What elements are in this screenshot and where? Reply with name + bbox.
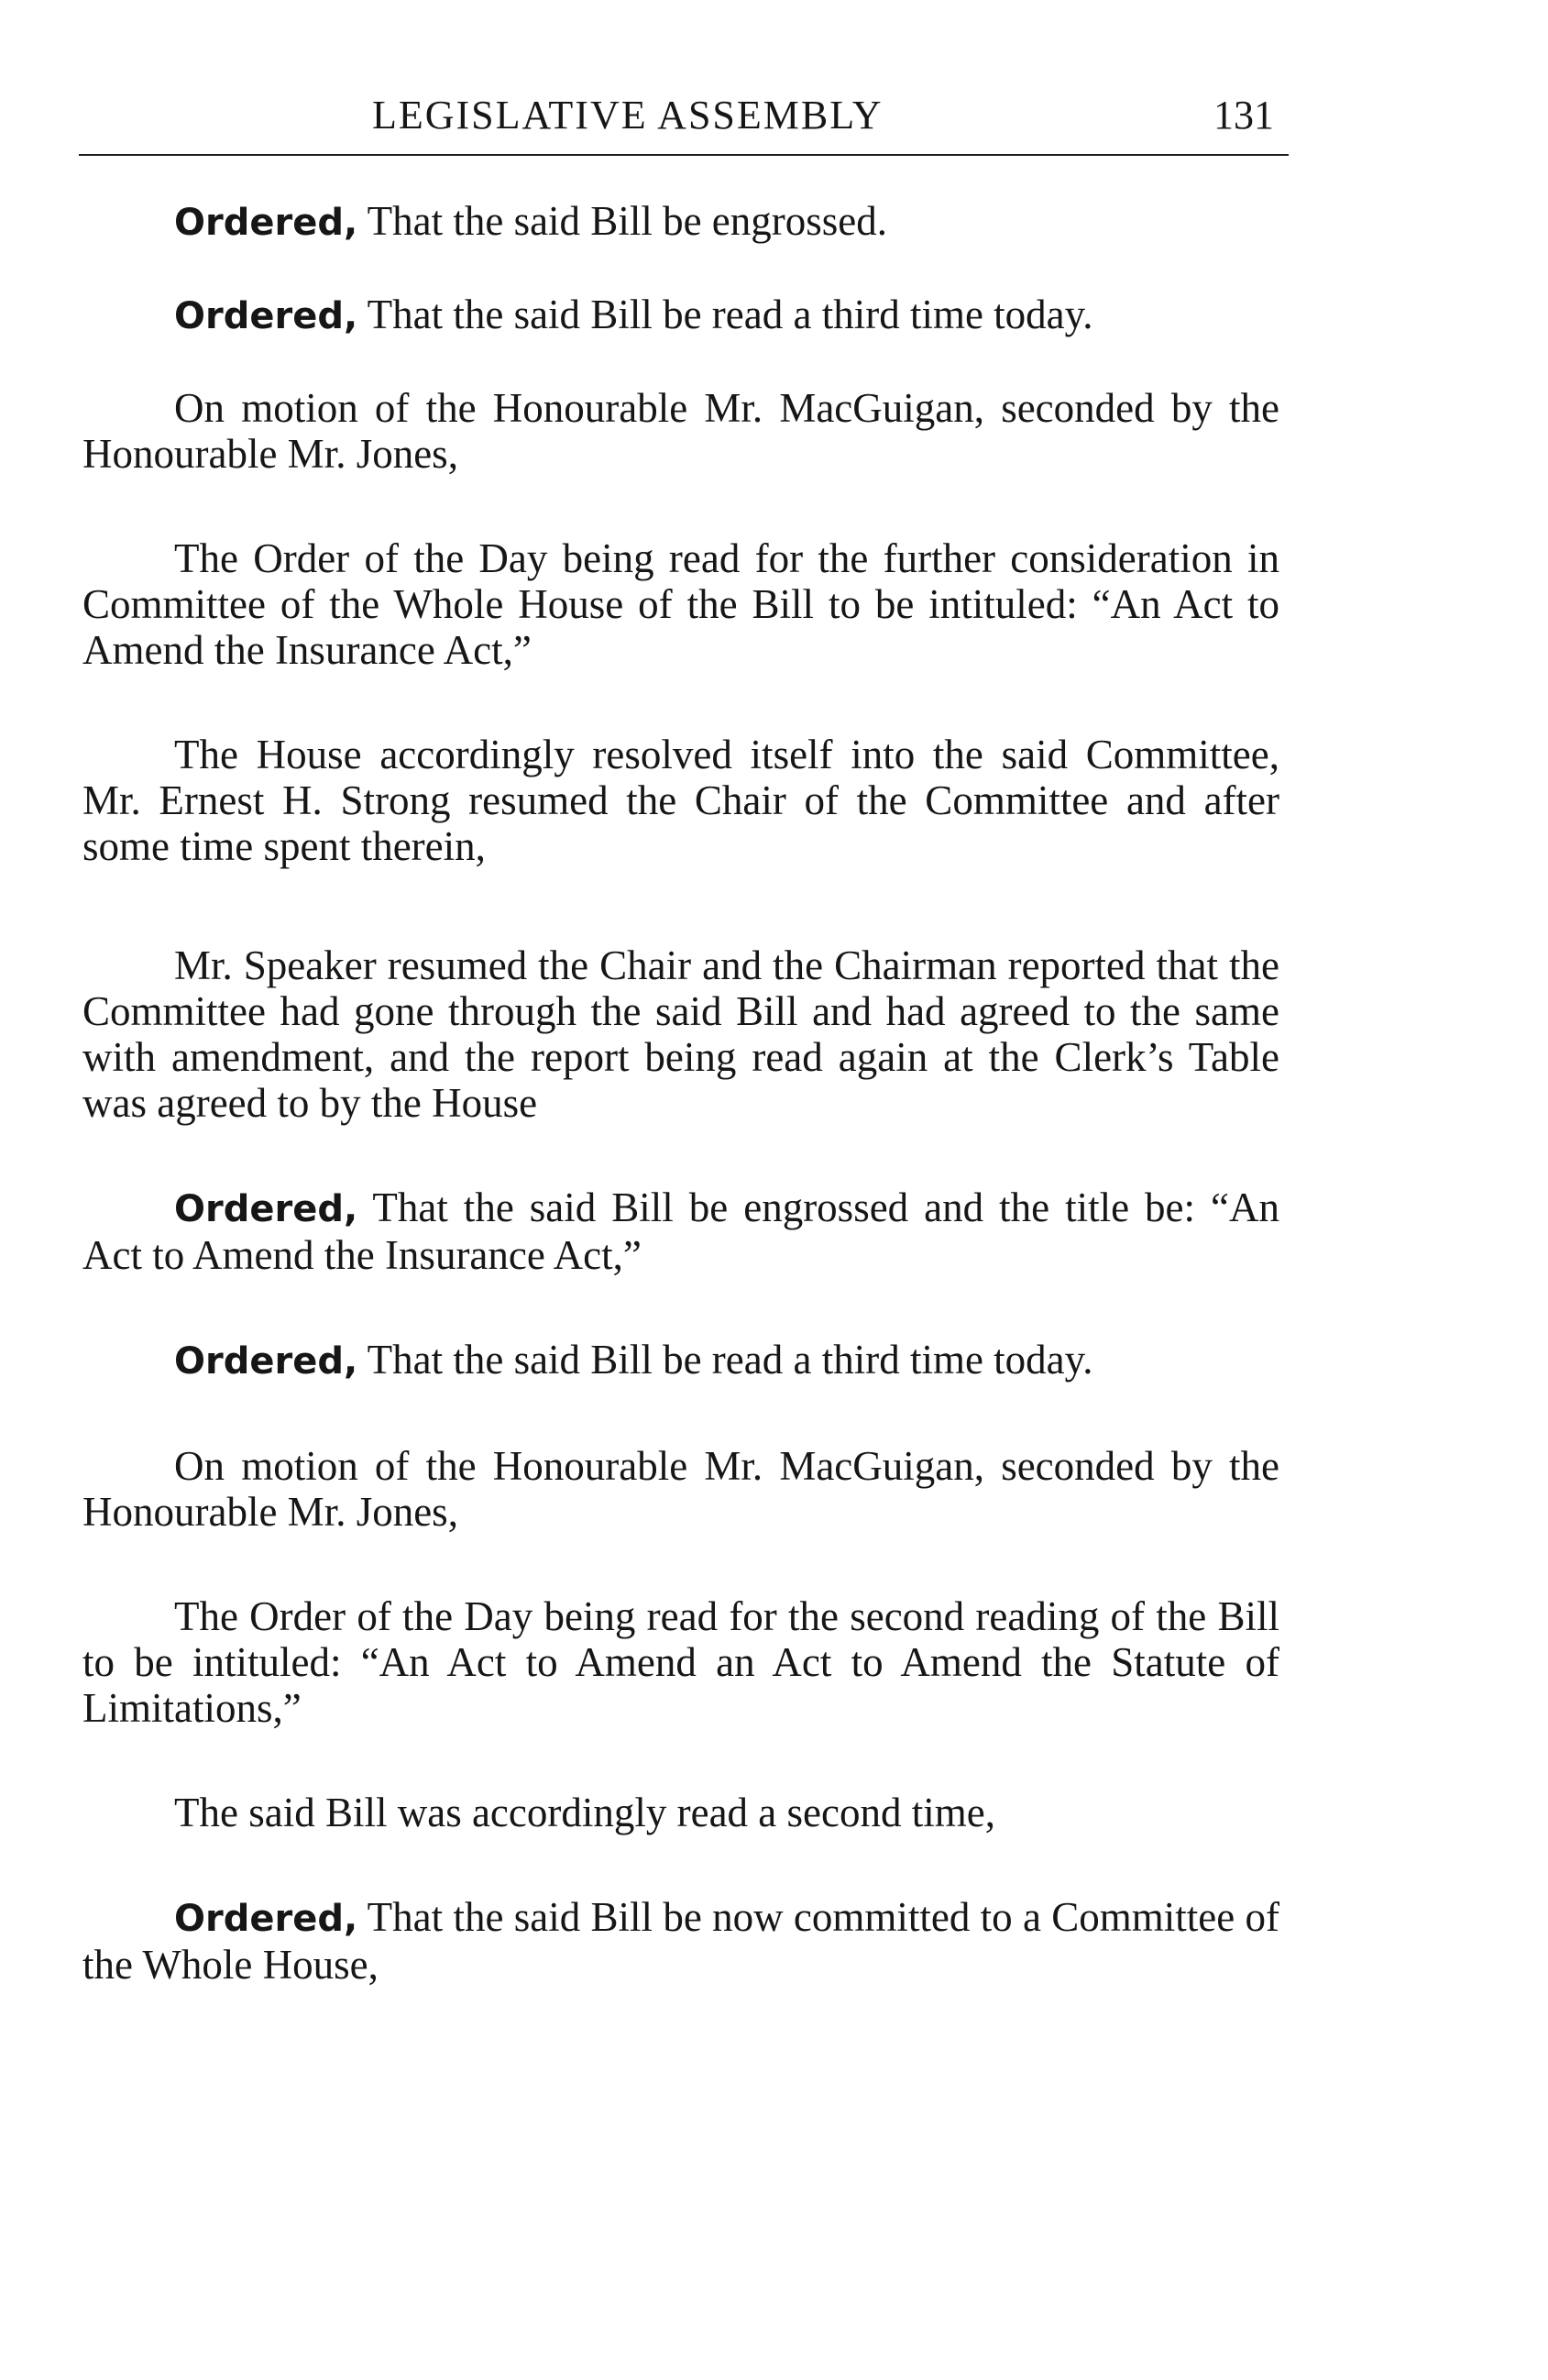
paragraph-text: The Order of the Day being read for the second reading of the Bill to be intituled: “An Act to Amend an Act to Amend the Statute of Limitations,” <box>82 1593 1279 1731</box>
running-title: LEGISLATIVE ASSEMBLY <box>372 93 884 138</box>
paragraph-text: That the said Bill be engrossed and the title be: “An Act to Amend the Insurance Act,” <box>82 1184 1279 1278</box>
paragraph-4 <box>82 535 1279 673</box>
page-number: 131 <box>1213 93 1274 138</box>
ordered-lead: Ordered, <box>174 1188 358 1230</box>
paragraph-text: That the said Bill be engrossed. <box>357 198 888 244</box>
paragraph-7 <box>82 1184 1279 1278</box>
paragraph-11 <box>82 1790 1279 1835</box>
paragraph-9 <box>82 1443 1279 1535</box>
page-header <box>79 88 1289 156</box>
paragraph-10 <box>82 1593 1279 1731</box>
paragraph-text: That the said Bill be read a third time today. <box>357 1337 1093 1383</box>
paragraph-text: On motion of the Honourable Mr. MacGuigan, seconded by the Honourable Mr. Jones, <box>82 1443 1279 1535</box>
paragraph-text: On motion of the Honourable Mr. MacGuigan, seconded by the Honourable Mr. Jones, <box>82 385 1279 477</box>
paragraph-text: The Order of the Day being read for the further consideration in Committee of the Whole House of the Bill to be intituled: “An Act to Amend the Insurance Act,” <box>82 535 1279 673</box>
paragraph-8 <box>82 1337 1279 1384</box>
paragraph-text: Mr. Speaker resumed the Chair and the Chairman reported that the Committee had gone through the said Bill and had agreed to the same with amendment, and the report being read again at the Clerk’s Table was agreed to by the House <box>82 942 1279 1126</box>
paragraph-6 <box>82 942 1279 1126</box>
paragraph-text: That the said Bill be read a third time today. <box>357 292 1093 337</box>
ordered-lead: Ordered, <box>174 1340 358 1383</box>
paragraph-2 <box>82 292 1279 339</box>
paragraph-5 <box>82 732 1279 869</box>
paragraph-3 <box>82 385 1279 477</box>
page-body <box>82 198 1279 1988</box>
ordered-lead: Ordered, <box>174 295 358 337</box>
paragraph-text: The said Bill was accordingly read a second time, <box>174 1790 995 1835</box>
ordered-lead: Ordered, <box>174 202 358 244</box>
paragraph-text: The House accordingly resolved itself into the said Committee, Mr. Ernest H. Strong resumed the Chair of the Committee and after some time spent therein, <box>82 732 1279 869</box>
ordered-lead: Ordered, <box>174 1898 358 1940</box>
paragraph-text: That the said Bill be now committed to a Committee of the Whole House, <box>82 1894 1279 1988</box>
paragraph-12 <box>82 1894 1279 1988</box>
paragraph-1 <box>82 198 1279 246</box>
